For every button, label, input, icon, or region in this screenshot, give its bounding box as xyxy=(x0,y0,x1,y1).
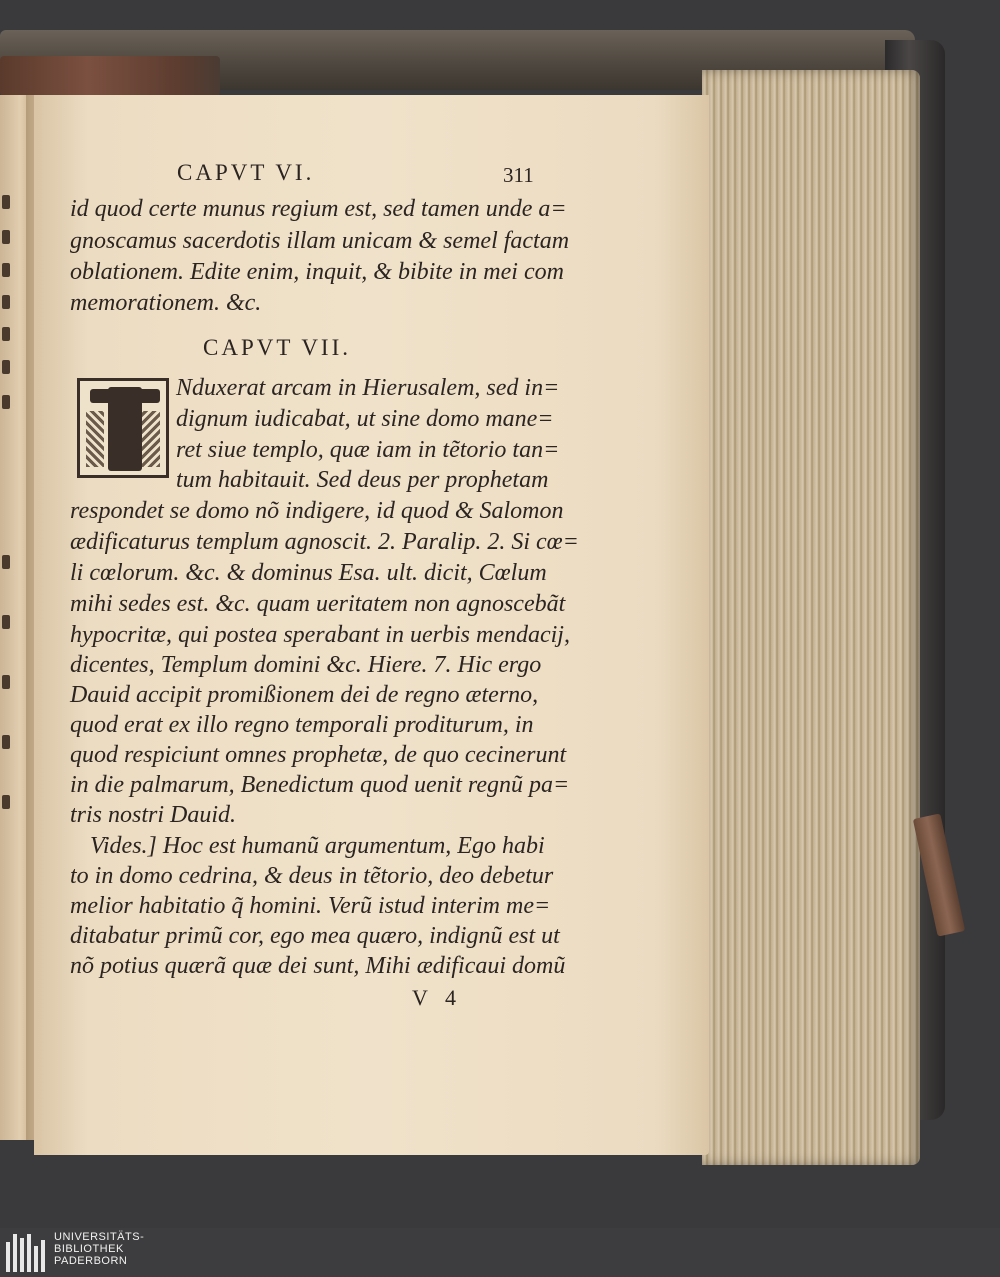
library-name-line2: BIBLIOTHEK xyxy=(54,1243,124,1255)
text-line: in die palmarum, Benedictum quod uenit regnũ pa= xyxy=(70,772,570,798)
text-line: melior habitatio q̃ homini. Verũ istud interim me= xyxy=(70,893,551,919)
text-line: dicentes, Templum domini &c. Hiere. 7. Hic ergo xyxy=(70,652,542,678)
text-line: hypocritæ, qui postea sperabant in uerbis mendacij, xyxy=(70,622,570,648)
page-fore-edge xyxy=(702,70,920,1165)
page-number: 311 xyxy=(503,163,534,187)
text-line: id quod certe munus regium est, sed tamen unde a= xyxy=(70,196,567,222)
text-line: respondet se domo nõ indigere, id quod & Salomon xyxy=(70,498,564,524)
chapter-heading: CAPVT VII. xyxy=(203,335,351,360)
library-bars-logo-icon xyxy=(6,1234,48,1272)
text-line: quod respiciunt omnes prophetæ, de quo cecinerunt xyxy=(70,742,567,768)
text-line: ret siue templo, quæ iam in tẽtorio tan= xyxy=(176,437,560,463)
text-line: oblationem. Edite enim, inquit, & bibite in mei com xyxy=(70,259,564,285)
text-line: li cœlorum. &c. & dominus Esa. ult. dicit, Cœlum xyxy=(70,560,547,586)
text-line: quod erat ex illo regno temporali proditurum, in xyxy=(70,712,534,738)
text-line: gnoscamus sacerdotis illam unicam & semel factam xyxy=(70,228,570,254)
text-line: Vides.] Hoc est humanũ argumentum, Ego habi xyxy=(90,833,545,859)
library-name xyxy=(54,1231,144,1267)
text-line: ædificaturus templum agnoscit. 2. Paralip. 2. Si cœ= xyxy=(70,529,579,555)
text-line: tris nostri Dauid. xyxy=(70,802,237,828)
text-line: Nduxerat arcam in Hierusalem, sed in= xyxy=(176,375,560,401)
text-line: Dauid accipit promißionem dei de regno æterno, xyxy=(70,682,539,708)
text-line: to in domo cedrina, & deus in tẽtorio, deo debetur xyxy=(70,863,554,889)
library-name-line1: UNIVERSITÄTS- xyxy=(54,1231,145,1243)
footer-bar xyxy=(0,1228,1000,1277)
text-line: tum habitauit. Sed deus per prophetam xyxy=(176,467,549,493)
text-line: ditabatur primũ cor, ego mea quæro, indignũ est ut xyxy=(70,923,560,949)
text-line: nõ potius quærã quæ dei sunt, Mihi ædificaui domũ xyxy=(70,953,566,979)
ornamental-initial xyxy=(77,378,169,478)
text-line: dignum iudicabat, ut sine domo mane= xyxy=(176,406,554,432)
text-line: memorationem. &c. xyxy=(70,290,262,316)
leather-spine xyxy=(0,56,220,96)
library-name-line3: PADERBORN xyxy=(54,1255,128,1267)
text-line: mihi sedes est. &c. quam ueritatem non agnoscebãt xyxy=(70,591,566,617)
running-head: CAPVT VI. xyxy=(177,160,315,185)
signature-mark: V 4 xyxy=(412,985,462,1010)
